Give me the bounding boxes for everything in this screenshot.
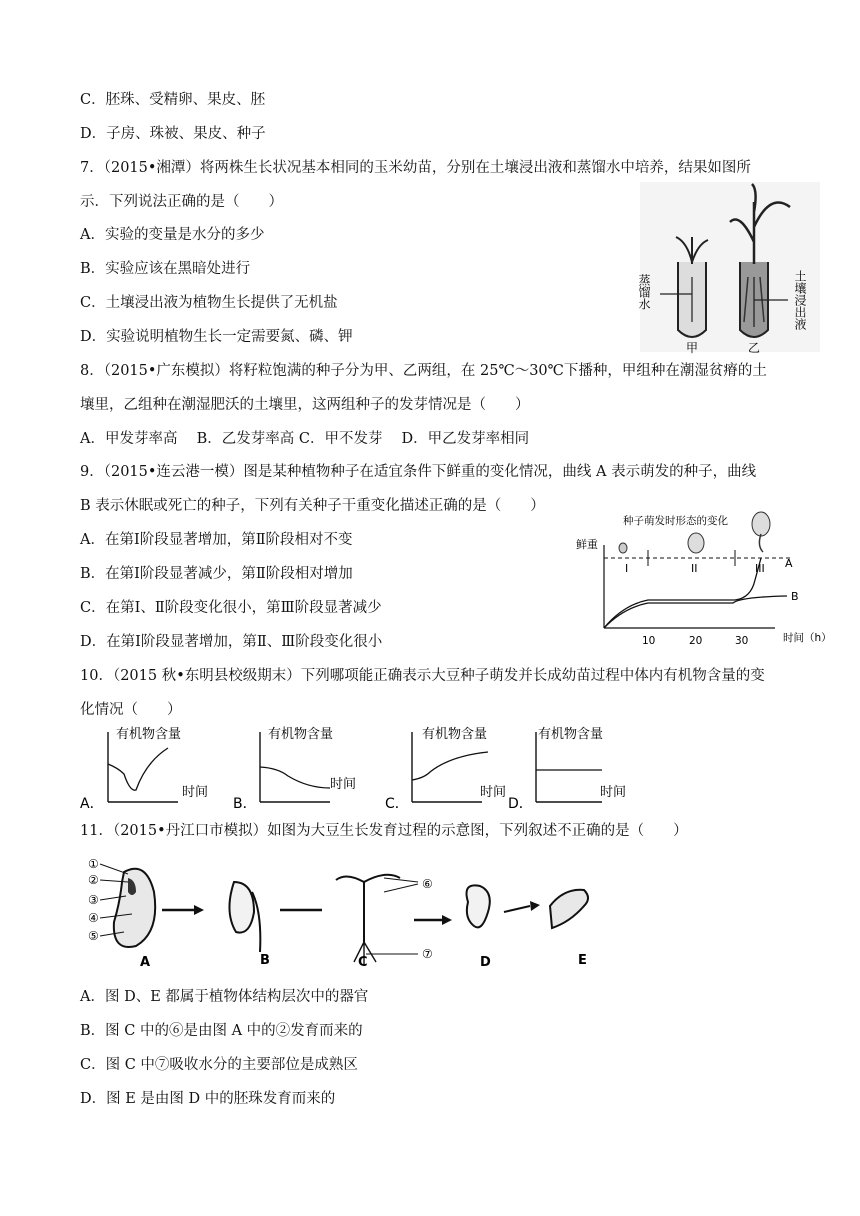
q11-letter-b: B — [260, 953, 270, 968]
q10-a-curve — [108, 748, 168, 790]
q11-stem: 11．（2015•丹江口市模拟）如图为大豆生长发育过程的示意图，下列叙述不正确的是（ ） — [80, 823, 688, 839]
q10-a-ylabel: 有机物含量 — [116, 727, 182, 742]
q9-tick-30: 30 — [735, 635, 749, 647]
q9-x-label: 时间（h） — [783, 632, 832, 644]
q11-pod-e — [550, 890, 588, 928]
q9-curve-b-label: B — [791, 590, 799, 603]
q11-num-7: ⑦ — [422, 947, 433, 961]
q9-chart-title: 种子萌发时形态的变化 — [623, 515, 728, 527]
q9-tick-20: 20 — [689, 635, 703, 647]
q11-option-d: D．图 E 是由图 D 中的胚珠发育而来的 — [80, 1091, 336, 1107]
q7-left-label: 蒸馏水 — [637, 274, 651, 310]
q7-right-label: 土壤浸出液 — [793, 270, 807, 330]
q7-tube-jia-label: 甲 — [686, 341, 699, 355]
q10-d-xlabel: 时间 — [600, 785, 627, 800]
q11-num-2: ② — [88, 873, 99, 887]
q7-option-d: D．实验说明植物生长一定需要氮、磷、钾 — [80, 329, 353, 345]
q9-tick-10: 10 — [642, 635, 656, 647]
q6-option-c: C．胚珠、受精卵、果皮、胚 — [80, 92, 266, 108]
q10-a-xlabel: 时间 — [182, 785, 209, 800]
q11-num-6: ⑥ — [422, 877, 433, 891]
q11-seed-a — [114, 869, 155, 947]
q9-stage-1: I — [625, 562, 629, 575]
q9-curve-a-label: A — [785, 557, 793, 570]
q11-option-a: A．图 D、E 都属于植物体结构层次中的器官 — [80, 989, 369, 1005]
q11-letter-a: A — [140, 955, 151, 970]
q10-b-ylabel: 有机物含量 — [268, 727, 334, 742]
q11-option-c: C．图 C 中⑦吸收水分的主要部位是成熟区 — [80, 1057, 358, 1073]
q10-c-ylabel: 有机物含量 — [422, 727, 488, 742]
q10-d-ylabel: 有机物含量 — [538, 727, 604, 742]
q8-options: A．甲发芽率高 B．乙发芽率高 C．甲不发芽 D．甲乙发芽率相同 — [80, 431, 530, 447]
q9-stage-2: II — [691, 562, 698, 575]
q7-option-a: A．实验的变量是水分的多少 — [80, 227, 265, 243]
q9-option-a: A．在第Ⅰ阶段显著增加，第Ⅱ阶段相对不变 — [80, 532, 353, 548]
q10-stem-line2: 化情况（ ） — [80, 702, 182, 718]
q8-stem-line2: 壤里，乙组种在潮湿肥沃的土壤里，这两组种子的发芽情况是（ ） — [80, 397, 530, 413]
q11-plant-c — [336, 875, 400, 942]
q9-option-c: C．在第Ⅰ、Ⅱ阶段变化很小，第Ⅲ阶段显著减少 — [80, 600, 382, 616]
q10-option-d-label: D． — [508, 796, 533, 812]
q9-y-label: 鲜重 — [576, 538, 598, 551]
q11-num-3: ③ — [88, 893, 99, 907]
q9-stem-line2: B 表示休眠或死亡的种子，下列有关种子干重变化描述正确的是（ ） — [80, 498, 545, 514]
q10-b-xlabel: 时间 — [330, 777, 357, 792]
q11-letter-e: E — [578, 953, 587, 968]
q10-option-b-label: B． — [233, 796, 257, 812]
q10-stem-line1: 10．（2015 秋•东明县校级期末）下列哪项能正确表示大豆种子萌发并长成幼苗过程中体内有机物含量的变 — [80, 668, 765, 684]
q11-num-1: ① — [88, 857, 99, 871]
q7-stem-line2: 示．下列说法正确的是（ ） — [80, 194, 283, 210]
q10-b-curve — [260, 767, 330, 788]
q9-fresh-weight-chart — [575, 510, 835, 650]
q7-stem-line1: 7．（2015•湘潭）将两株生长状况基本相同的玉米幼苗，分别在土壤浸出液和蒸馏水中培养，结果如图所 — [80, 160, 751, 176]
q9-option-b: B．在第Ⅰ阶段显著减少，第Ⅱ阶段相对增加 — [80, 566, 353, 582]
q10-option-c-label: C． — [385, 796, 409, 812]
q9-curve-b — [604, 596, 787, 628]
q11-growth-figure — [84, 852, 604, 972]
q9-stem-line1: 9．（2015•连云港一模）图是某种植物种子在适宜条件下鲜重的变化情况，曲线 A 表示萌发的种子，曲线 — [80, 464, 757, 480]
q11-num-4: ④ — [88, 911, 99, 925]
q10-c-xlabel: 时间 — [480, 785, 507, 800]
q10-option-a-label: A． — [80, 796, 104, 812]
q11-option-b: B．图 C 中的⑥是由图 A 中的②发育而来的 — [80, 1023, 363, 1039]
q10-c-curve — [412, 752, 488, 780]
q11-seedling-b — [229, 882, 254, 933]
q7-option-c: C．土壤浸出液为植物生长提供了无机盐 — [80, 295, 338, 311]
q11-letter-d: D — [480, 955, 491, 970]
q11-num-5: ⑤ — [88, 929, 99, 943]
q11-letter-c: C — [358, 955, 368, 970]
q9-option-d: D．在第Ⅰ阶段显著增加，第Ⅱ、Ⅲ阶段变化很小 — [80, 634, 383, 650]
q7-test-tube-figure — [637, 182, 820, 355]
q10-graphs — [78, 722, 638, 814]
q7-option-b: B．实验应该在黑暗处进行 — [80, 261, 251, 277]
q11-flower-d — [467, 885, 490, 927]
q7-tube-yi-label: 乙 — [748, 341, 761, 355]
q8-stem-line1: 8．（2015•广东模拟）将籽粒饱满的种子分为甲、乙两组，在 25℃～30℃下播种，甲组种在潮湿贫瘠的土 — [80, 363, 767, 379]
q9-stage-3: III — [755, 562, 765, 575]
q6-option-d: D．子房、珠被、果皮、种子 — [80, 126, 266, 142]
